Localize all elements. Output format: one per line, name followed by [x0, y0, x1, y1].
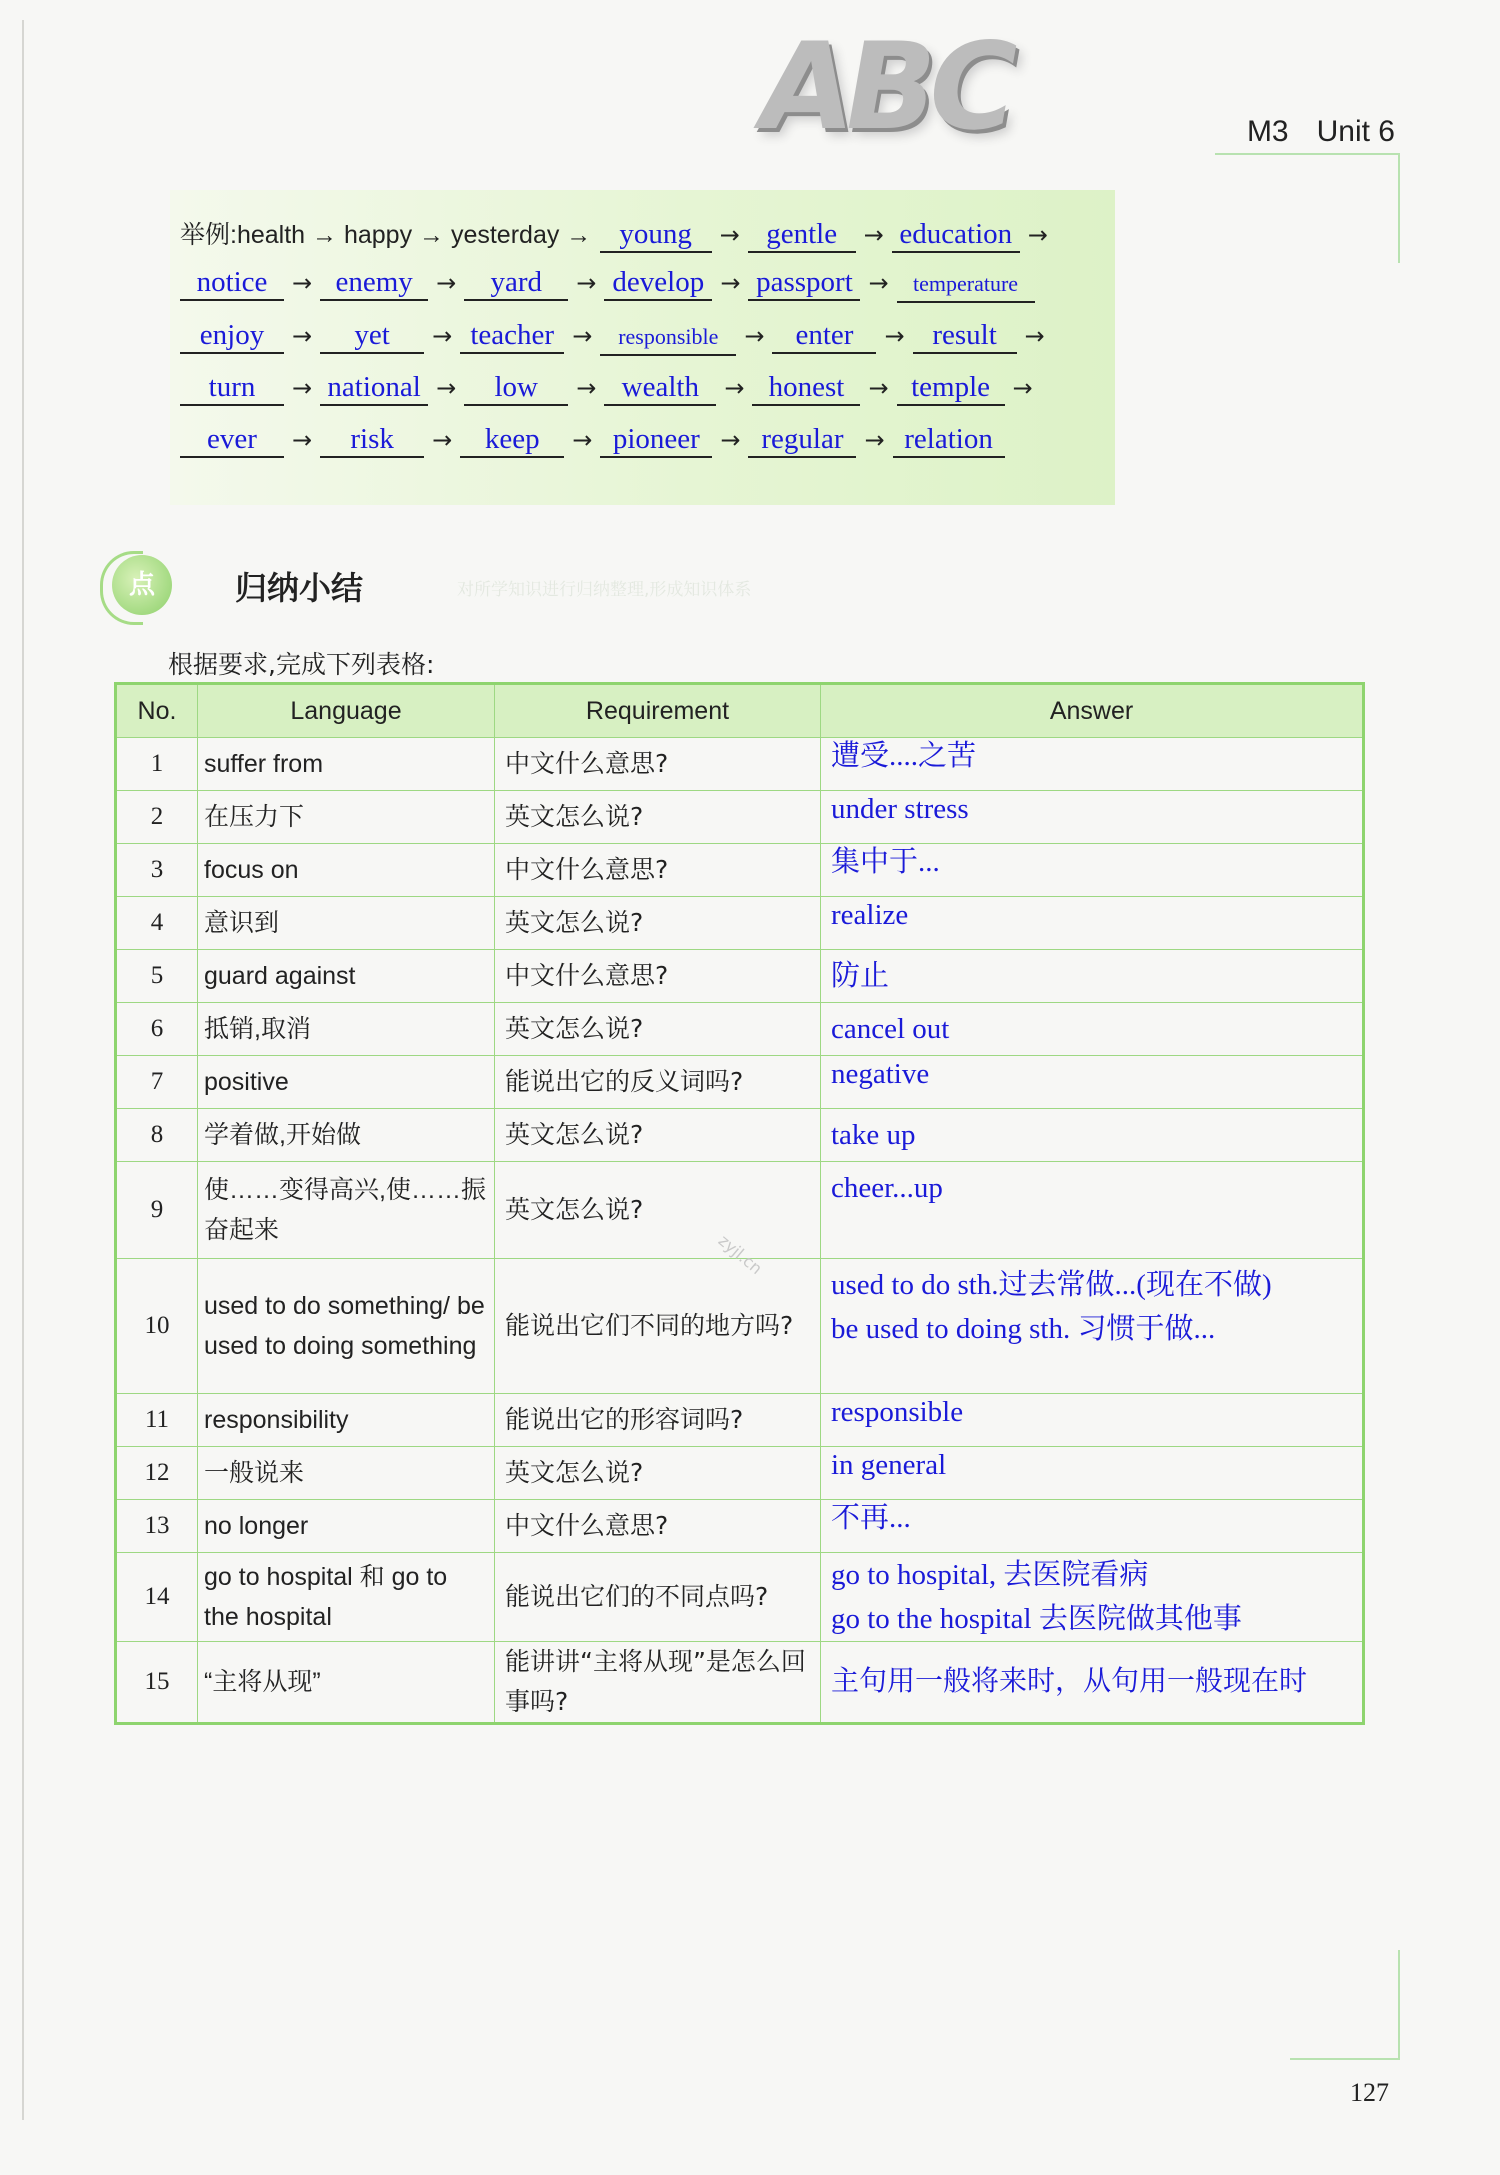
arrow-icon: → — [720, 269, 741, 297]
row-language: 意识到 — [198, 897, 495, 950]
chain-blank: yard — [464, 265, 568, 301]
row-answer — [821, 1642, 1364, 1724]
answer-text: 不再... — [831, 1502, 911, 1534]
arrow-icon: → — [719, 221, 740, 249]
row-answer — [821, 1500, 1364, 1553]
row-language: focus on — [198, 844, 495, 897]
row-requirement: 英文怎么说? — [495, 791, 821, 844]
module-label: M3 — [1246, 115, 1289, 148]
table-row — [116, 1500, 1364, 1553]
row-requirement: 英文怎么说? — [495, 1003, 821, 1056]
row-no: 2 — [116, 791, 198, 844]
table-row — [116, 1003, 1364, 1056]
row-requirement: 能说出它们不同的地方吗? — [495, 1259, 821, 1394]
row-requirement: 能说出它的形容词吗? — [495, 1394, 821, 1447]
table-row — [116, 1642, 1364, 1724]
row-requirement: 中文什么意思? — [495, 1500, 821, 1553]
table-row — [116, 897, 1364, 950]
chain-blank: regular — [748, 422, 856, 458]
table-header-row — [116, 684, 1364, 738]
header-answer: Answer — [821, 684, 1364, 738]
row-language: go to hospital 和 go to the hospital — [198, 1553, 495, 1642]
row-no: 15 — [116, 1642, 198, 1724]
row-no: 10 — [116, 1259, 198, 1394]
row-language: guard against — [198, 950, 495, 1003]
row-no: 11 — [116, 1394, 198, 1447]
answer-text: be used to doing sth. 习惯于做... — [831, 1313, 1216, 1345]
chain-blank: gentle — [748, 217, 856, 253]
section-title: 归纳小结 — [235, 569, 364, 607]
arrow-icon: → — [1012, 374, 1033, 402]
arrow-icon: → — [572, 426, 593, 454]
arrow-icon: → — [1024, 322, 1045, 350]
row-language: 使……变得高兴,使……振奋起来 — [198, 1162, 495, 1259]
row-no: 1 — [116, 738, 198, 791]
chain-blank: pioneer — [600, 422, 712, 458]
header-language: Language — [198, 684, 495, 738]
answer-text: cheer...up — [831, 1172, 943, 1204]
arrow-icon: → — [432, 322, 453, 350]
row-no: 9 — [116, 1162, 198, 1259]
row-answer — [821, 1394, 1364, 1447]
row-answer — [821, 1003, 1364, 1056]
table-row — [116, 950, 1364, 1003]
row-requirement: 英文怎么说? — [495, 897, 821, 950]
answer-text: used to do sth.过去常做...(现在不做) — [831, 1269, 1272, 1301]
row-language: used to do something/ be used to doing something — [198, 1259, 495, 1394]
word-chain-line-2 — [180, 265, 1035, 305]
page-number: 127 — [1350, 2078, 1389, 2107]
row-requirement: 中文什么意思? — [495, 738, 821, 791]
row-no: 4 — [116, 897, 198, 950]
answer-text: go to the hospital 去医院做其他事 — [831, 1603, 1242, 1635]
chain-blank: notice — [180, 265, 284, 301]
chain-lead: 举例:health → happy → yesterday → — [180, 221, 592, 249]
row-requirement: 中文什么意思? — [495, 950, 821, 1003]
arrow-icon: → — [292, 374, 313, 402]
row-requirement: 能说出它们的不同点吗? — [495, 1553, 821, 1642]
chain-blank: enjoy — [180, 318, 284, 354]
arrow-icon: → — [292, 269, 313, 297]
row-answer — [821, 1056, 1364, 1109]
table-row — [116, 1394, 1364, 1447]
row-answer — [821, 1259, 1364, 1394]
arrow-icon: → — [884, 322, 905, 350]
answer-text: responsible — [831, 1396, 964, 1428]
chain-blank: keep — [460, 422, 564, 458]
row-language: responsibility — [198, 1394, 495, 1447]
row-language: 一般说来 — [198, 1447, 495, 1500]
row-answer — [821, 1162, 1364, 1259]
answer-text: negative — [831, 1058, 930, 1090]
row-no: 12 — [116, 1447, 198, 1500]
word-chain-line-1 — [180, 215, 1056, 255]
abc-logo: ABC — [747, 18, 1021, 157]
chain-blank: develop — [604, 265, 712, 301]
chain-blank: yet — [320, 318, 424, 354]
chain-blank: result — [913, 318, 1017, 354]
word-chain-line-5 — [180, 422, 1005, 462]
table-row — [116, 1259, 1364, 1394]
answer-text: 防止 — [831, 960, 890, 992]
answer-text: 集中于... — [831, 846, 940, 878]
chain-blank: passport — [748, 265, 860, 301]
chain-blank: ever — [180, 422, 284, 458]
row-answer — [821, 897, 1364, 950]
section-subtitle: 对所学知识进行归纳整理,形成知识体系 — [457, 580, 752, 600]
row-answer — [821, 1109, 1364, 1162]
decorative-rule — [1290, 2058, 1400, 2060]
arrow-icon: → — [436, 374, 457, 402]
watermark: zyjl.cn — [714, 1230, 766, 1279]
word-chain-line-4 — [180, 370, 1041, 410]
chain-blank: enter — [772, 318, 876, 354]
row-language: positive — [198, 1056, 495, 1109]
unit-label — [1247, 115, 1395, 149]
answer-text: 主句用一般将来时，从句用一般现在时 — [831, 1666, 1308, 1697]
arrow-icon: → — [864, 426, 885, 454]
arrow-icon: → — [744, 322, 765, 350]
arrow-icon: → — [576, 374, 597, 402]
word-chain-line-3 — [180, 318, 1053, 358]
row-no: 13 — [116, 1500, 198, 1553]
table-row — [116, 791, 1364, 844]
chain-blank: low — [464, 370, 568, 406]
answer-text: cancel out — [831, 1013, 950, 1045]
arrow-icon: → — [1027, 221, 1048, 249]
answer-text: 遭受....之苦 — [831, 740, 977, 772]
row-requirement: 英文怎么说? — [495, 1109, 821, 1162]
row-requirement: 中文什么意思? — [495, 844, 821, 897]
arrow-icon: → — [576, 269, 597, 297]
answer-text: in general — [831, 1449, 947, 1481]
row-requirement: 英文怎么说? — [495, 1162, 821, 1259]
row-answer — [821, 791, 1364, 844]
arrow-icon: → — [292, 322, 313, 350]
unit-title: Unit 6 — [1316, 115, 1395, 148]
chain-blank: enemy — [320, 265, 428, 301]
table-row — [116, 1553, 1364, 1642]
arrow-icon: → — [292, 426, 313, 454]
chain-blank: risk — [320, 422, 424, 458]
row-language: no longer — [198, 1500, 495, 1553]
summary-table — [114, 682, 1365, 1725]
table-row — [116, 738, 1364, 791]
chain-blank: relation — [893, 422, 1005, 458]
arrow-icon: → — [436, 269, 457, 297]
row-requirement: 英文怎么说? — [495, 1447, 821, 1500]
chain-blank: wealth — [604, 370, 716, 406]
row-no: 3 — [116, 844, 198, 897]
table-row — [116, 1447, 1364, 1500]
row-answer — [821, 844, 1364, 897]
chain-blank: teacher — [460, 318, 564, 354]
chain-blank: responsible — [600, 320, 736, 356]
table-row — [116, 1109, 1364, 1162]
row-requirement: 能讲讲“主将从现”是怎么回事吗? — [495, 1642, 821, 1724]
arrow-icon: → — [432, 426, 453, 454]
table-row — [116, 1056, 1364, 1109]
arrow-icon: → — [868, 269, 889, 297]
row-answer — [821, 950, 1364, 1003]
answer-text: under stress — [831, 793, 969, 825]
arrow-icon: → — [572, 322, 593, 350]
row-no: 14 — [116, 1553, 198, 1642]
row-answer — [821, 738, 1364, 791]
header-requirement: Requirement — [495, 684, 821, 738]
chain-blank: temple — [897, 370, 1005, 406]
decorative-rule — [1398, 1950, 1400, 2060]
row-language: 学着做,开始做 — [198, 1109, 495, 1162]
decorative-rule — [1398, 153, 1400, 263]
chain-blank: young — [600, 217, 712, 253]
row-answer — [821, 1553, 1364, 1642]
arrow-icon: → — [863, 221, 884, 249]
row-no: 7 — [116, 1056, 198, 1109]
row-requirement: 能说出它的反义词吗? — [495, 1056, 821, 1109]
arrow-icon: → — [720, 426, 741, 454]
key-point-icon: 点 — [112, 555, 172, 615]
row-language: 抵销,取消 — [198, 1003, 495, 1056]
chain-blank: national — [320, 370, 428, 406]
answer-text: go to hospital, 去医院看病 — [831, 1559, 1149, 1591]
chain-blank: temperature — [897, 267, 1035, 303]
decorative-rule — [1215, 153, 1400, 155]
row-language: suffer from — [198, 738, 495, 791]
row-no: 8 — [116, 1109, 198, 1162]
page-edge — [22, 20, 24, 2120]
row-answer — [821, 1447, 1364, 1500]
row-no: 5 — [116, 950, 198, 1003]
arrow-icon: → — [724, 374, 745, 402]
answer-text: realize — [831, 899, 909, 931]
chain-blank: education — [892, 217, 1020, 253]
arrow-icon: → — [868, 374, 889, 402]
row-language: “主将从现” — [198, 1642, 495, 1724]
row-language: 在压力下 — [198, 791, 495, 844]
table-row — [116, 844, 1364, 897]
chain-blank: turn — [180, 370, 284, 406]
answer-text: take up — [831, 1119, 916, 1151]
chain-blank: honest — [752, 370, 860, 406]
instruction: 根据要求,完成下列表格: — [168, 650, 435, 679]
header-no: No. — [116, 684, 198, 738]
row-no: 6 — [116, 1003, 198, 1056]
